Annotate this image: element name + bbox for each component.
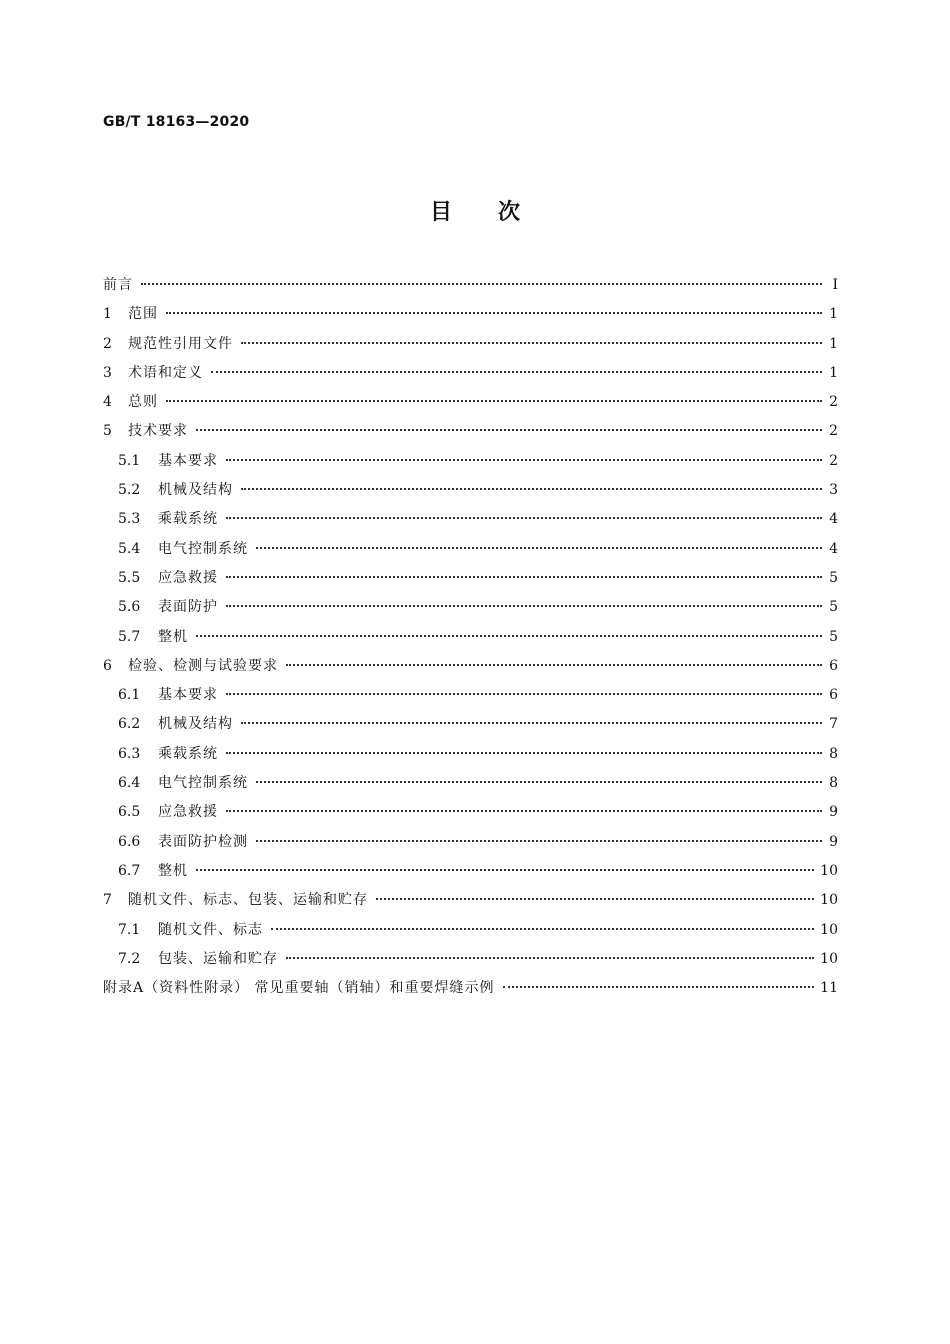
toc-entry-page: 9 [829, 833, 838, 850]
toc-entry-page: 3 [829, 482, 838, 499]
title-char-1: 目 [429, 200, 452, 225]
toc-entry-number: 5.3 [118, 511, 141, 528]
toc-entry[interactable] [103, 916, 838, 945]
toc-entry-number: 6.2 [118, 716, 141, 733]
toc-entry-page: 1 [829, 306, 838, 323]
toc-entry-number: 5.7 [118, 628, 141, 645]
toc-entry-page: 6 [829, 657, 838, 674]
toc-entry-label: 基本要求 [158, 687, 218, 704]
toc-entry-number: 5.1 [118, 452, 141, 469]
toc-entry-number: 1 [103, 306, 112, 323]
toc-entry-number: 6.1 [118, 687, 141, 704]
toc-leader-dots [196, 428, 822, 431]
toc-entry-page: 6 [829, 687, 838, 704]
toc-entry-page: 2 [829, 452, 838, 469]
toc-leader-dots [256, 546, 822, 549]
toc-entry-label: 包装、运输和贮存 [158, 950, 278, 967]
toc-leader-dots [241, 721, 822, 724]
toc-entry-label: 前言 [103, 277, 133, 293]
toc-leader-dots [211, 370, 822, 373]
standard-code: GB/T 18163—2020 [103, 114, 250, 130]
toc-entry-label: 术语和定义 [128, 364, 203, 381]
toc-entry[interactable] [103, 974, 838, 1003]
toc-leader-dots [226, 692, 822, 695]
toc-entry[interactable] [103, 886, 838, 915]
toc-entry-page: 10 [820, 950, 838, 967]
toc-entry-page: Ⅰ [832, 277, 838, 293]
toc-entry-label: 总则 [128, 394, 158, 411]
toc-entry[interactable] [103, 652, 838, 681]
toc-entry[interactable] [103, 740, 838, 769]
toc-entry-label: 规范性引用文件 [128, 335, 233, 352]
toc-entry[interactable] [103, 857, 838, 886]
toc-entry[interactable] [103, 447, 838, 476]
toc-entry[interactable] [103, 769, 838, 798]
toc-entry-page: 2 [829, 423, 838, 440]
toc-entry-label: 乘载系统 [158, 745, 218, 762]
toc-entry-page: 8 [829, 775, 838, 792]
title-char-2: 次 [498, 200, 521, 225]
toc-leader-dots [226, 751, 822, 754]
toc-entry-number: 6 [103, 657, 112, 674]
toc-leader-dots [271, 927, 814, 930]
toc-entry-number: 3 [103, 364, 112, 381]
table-of-contents [103, 271, 838, 1003]
toc-entry-label: 整机 [158, 862, 188, 879]
toc-entry[interactable] [103, 945, 838, 974]
toc-leader-dots [166, 399, 822, 402]
toc-entry[interactable] [103, 476, 838, 505]
toc-entry[interactable] [103, 623, 838, 652]
toc-entry-label: 范围 [128, 306, 158, 323]
toc-entry-page: 10 [820, 921, 838, 938]
toc-leader-dots [141, 282, 822, 285]
toc-entry-page: 5 [829, 599, 838, 616]
toc-leader-dots [196, 868, 814, 871]
toc-leader-dots [376, 897, 814, 900]
toc-entry[interactable] [103, 300, 838, 329]
toc-entry[interactable] [103, 593, 838, 622]
toc-entry-page: 10 [820, 892, 838, 909]
toc-entry-page: 10 [820, 862, 838, 879]
toc-entry-label: 电气控制系统 [158, 540, 248, 557]
toc-entry[interactable] [103, 417, 838, 446]
toc-entry[interactable] [103, 828, 838, 857]
toc-leader-dots [226, 575, 822, 578]
toc-entry-number: 5 [103, 423, 112, 440]
toc-entry[interactable] [103, 359, 838, 388]
toc-entry[interactable] [103, 505, 838, 534]
toc-entry-label: 检验、检测与试验要求 [128, 657, 278, 674]
toc-entry-number: 7.2 [118, 950, 141, 967]
toc-entry-label: 附录A（资料性附录） 常见重要轴（销轴）和重要焊缝示例 [103, 980, 495, 997]
toc-entry-number: 6.7 [118, 862, 141, 879]
toc-entry[interactable] [103, 798, 838, 827]
toc-entry-page: 4 [829, 511, 838, 528]
toc-entry-number: 7 [103, 892, 112, 909]
toc-entry[interactable] [103, 388, 838, 417]
toc-entry-page: 4 [829, 540, 838, 557]
toc-entry-label: 基本要求 [158, 452, 218, 469]
toc-entry-page: 11 [820, 980, 838, 997]
toc-leader-dots [226, 458, 822, 461]
toc-leader-dots [286, 956, 814, 959]
toc-leader-dots [241, 487, 822, 490]
toc-entry-label: 表面防护检测 [158, 833, 248, 850]
toc-entry-page: 1 [829, 335, 838, 352]
toc-entry-page: 9 [829, 804, 838, 821]
toc-entry-number: 6.4 [118, 775, 141, 792]
toc-leader-dots [226, 516, 822, 519]
toc-leader-dots [286, 663, 822, 666]
toc-entry-number: 5.4 [118, 540, 141, 557]
toc-entry-number: 2 [103, 335, 112, 352]
toc-entry-label: 电气控制系统 [158, 775, 248, 792]
toc-entry-number: 7.1 [118, 921, 141, 938]
toc-entry-label: 应急救援 [158, 804, 218, 821]
toc-entry-label: 表面防护 [158, 599, 218, 616]
toc-leader-dots [256, 839, 822, 842]
toc-entry-number: 5.6 [118, 599, 141, 616]
toc-entry-number: 6.6 [118, 833, 141, 850]
toc-entry-label: 随机文件、标志、包装、运输和贮存 [128, 892, 368, 909]
toc-entry-number: 5.5 [118, 569, 141, 586]
toc-leader-dots [196, 634, 822, 637]
toc-entry[interactable] [103, 681, 838, 710]
toc-leader-dots [256, 780, 822, 783]
toc-leader-dots [226, 809, 822, 812]
toc-entry[interactable] [103, 330, 838, 359]
toc-entry-label: 整机 [158, 628, 188, 645]
toc-entry[interactable] [103, 271, 838, 300]
toc-entry[interactable] [103, 564, 838, 593]
toc-entry-label: 机械及结构 [158, 716, 233, 733]
toc-entry[interactable] [103, 535, 838, 564]
toc-entry-page: 8 [829, 745, 838, 762]
toc-entry-page: 5 [829, 569, 838, 586]
page-title [0, 195, 950, 226]
toc-entry[interactable] [103, 710, 838, 739]
toc-entry-number: 6.5 [118, 804, 141, 821]
toc-entry-label: 技术要求 [128, 423, 188, 440]
toc-entry-page: 2 [829, 394, 838, 411]
toc-entry-label: 随机文件、标志 [158, 921, 263, 938]
toc-entry-page: 7 [829, 716, 838, 733]
toc-entry-number: 4 [103, 394, 112, 411]
toc-entry-number: 6.3 [118, 745, 141, 762]
toc-entry-label: 应急救援 [158, 569, 218, 586]
toc-leader-dots [241, 341, 822, 344]
toc-entry-number: 5.2 [118, 482, 141, 499]
toc-entry-page: 1 [829, 364, 838, 381]
toc-leader-dots [503, 985, 815, 988]
toc-leader-dots [166, 311, 822, 314]
toc-entry-label: 机械及结构 [158, 482, 233, 499]
toc-entry-page: 5 [829, 628, 838, 645]
toc-leader-dots [226, 604, 822, 607]
toc-entry-label: 乘载系统 [158, 511, 218, 528]
